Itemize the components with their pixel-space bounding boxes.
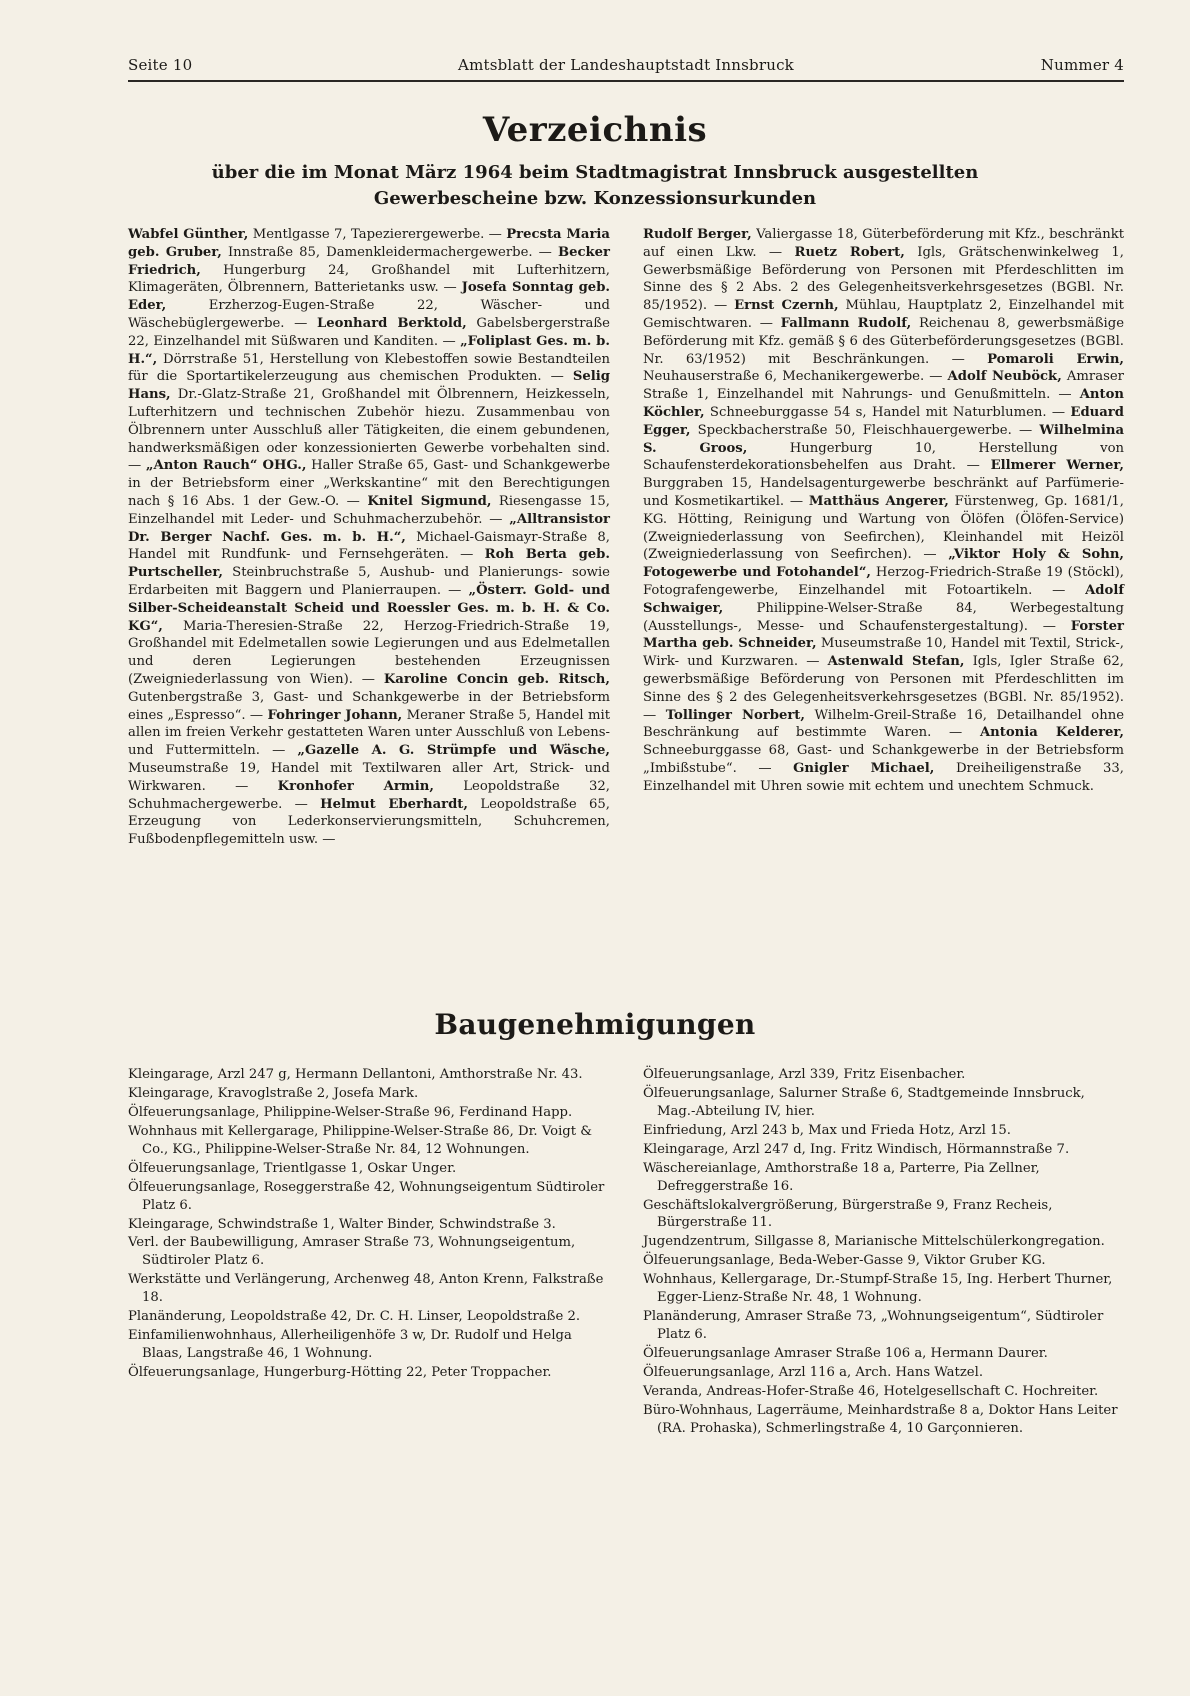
licence-holder-name: Adolf Schwaiger, — [643, 582, 1125, 616]
permit-item: Wohnhaus, Kellergarage, Dr.-Stumpf-Straße 15, Ing. Herbert Thurner, Egger-Lienz-Straße Nr. 48, 1 Wohnung. — [643, 1272, 1113, 1306]
licence-details: Gutenbergstraße 3, Gast- und Schankgewerbe in der Betriebsform eines „Espresso“. — — [128, 689, 610, 723]
licence-holder-name: Wabfel Günther, — [128, 227, 249, 242]
licence-details: Haller Straße 65, Gast- und Schankgewerbe in der Betriebsform einer „Werkskantine“ mit den Berechtigungen nach § 16 Abs. 1 der Gew.-O. — — [128, 458, 610, 509]
licence-column-left — [128, 226, 610, 849]
permit-item: Wohnhaus mit Kellergarage, Philippine-Welser-Straße 86, Dr. Voigt & Co., KG., Philippine-Welser-Straße Nr. 84, 12 Wohnungen. — [128, 1123, 592, 1157]
licence-details: Mühlau, Hauptplatz 2, Einzelhandel mit Gemischtwaren. — — [643, 298, 1124, 331]
header-rule — [128, 80, 1124, 82]
licence-holder-name: Ernst Czernh, — [734, 298, 839, 314]
licence-details: Mentlgasse 7, Tapezierergewerbe. — — [252, 227, 502, 242]
licence-details: Museumstraße 10, Handel mit Textil, Strick-, Wirk- und Kurzwaren. — — [643, 636, 1124, 670]
licence-holder-name: Antonia Kelderer, — [979, 725, 1124, 741]
licence-details: Wilhelm-Greil-Straße 16, Detailhandel ohne Beschränkung auf bestimmte Waren. — — [643, 707, 1125, 741]
licence-details: Igls, Grätschenwinkelweg 1, Gewerbsmäßige Beförderung von Personen mit Pferdeschlitten im Sinne des § 2 Abs. 2 des Gelegenheitsverkehrsgesetzes (BGBl. Nr. 85/1952). — — [643, 244, 1124, 314]
permit-item: Ölfeuerungsanlage Amraser Straße 106 a, Hermann Daurer. — [643, 1345, 1048, 1361]
permit-item: Einfamilienwohnhaus, Allerheiligenhöfe 3 w, Dr. Rudolf und Helga Blaas, Langstraße 46, 1 Wohnung. — [128, 1328, 572, 1361]
licence-details: Dr.-Glatz-Straße 21, Großhandel mit Ölbrennern, Heizkesseln, Lufterhitzern und technischen Zubehör hiezu. Zusammenbau von Ölbrennern unter Ausschluß aller Tätigkeiten, die einem gebundenen, handwerksmäßigen oder konzessionierten Gewerbe vorbehalten sind. — — [128, 387, 610, 474]
permit-item: Büro-Wohnhaus, Lagerräume, Meinhardstraße 8 a, Doktor Hans Leiter (RA. Prohaska), Schmerlingstraße 4, 10 Garçonnieren. — [643, 1402, 1118, 1436]
licence-holder-name: „Foliplast Ges. m. b. H.“, — [128, 333, 610, 367]
permits-list-left — [128, 1066, 610, 1383]
permit-item: Kleingarage, Schwindstraße 1, Walter Binder, Schwindstraße 3. — [128, 1216, 556, 1232]
licence-details: Michael-Gaismayr-Straße 8, Handel mit Rundfunk- und Fernsehgeräten. — — [128, 529, 610, 563]
licence-holder-name: Precsta Maria geb. Gruber, — [128, 227, 610, 260]
licence-details: Philippine-Welser-Straße 84, Werbegestaltung (Ausstellungs-, Messe- und Schaufenstergestaltung). — — [643, 600, 1124, 634]
licence-details: Herzog-Friedrich-Straße 19 (Stöckl), Fotografengewerbe, Einzelhandel mit Fotoartikeln. — — [643, 565, 1124, 598]
licence-details: Speckbacherstraße 50, Fleischhauergewerbe. — — [697, 422, 1033, 438]
licence-holder-name: Leonhard Berktold, — [317, 315, 467, 331]
licence-entry — [128, 227, 502, 242]
licence-holder-name: Astenwald Stefan, — [827, 654, 965, 670]
publication-title: Amtsblatt der Landeshauptstadt Innsbruck — [458, 56, 794, 74]
running-header — [128, 52, 1124, 78]
licence-details: Reichenau 8, gewerbsmäßige Beförderung mit Kfz. gemäß § 6 des Güterbeförderungsgesetzes (BGBl. Nr. 63/1952) mit Beschränkungen. — — [643, 315, 1124, 367]
licence-holder-name: Wilhelmina S. Groos, — [643, 422, 1125, 456]
licence-details: Dörrstraße 51, Herstellung von Klebestoffen sowie Bestandteilen für die Sportartikelerzeugung aus chemischen Produkten. — — [128, 351, 610, 385]
licence-holder-name: Rudolf Berger, — [643, 227, 752, 242]
licence-details: Leopoldstraße 65, Erzeugung von Lederkonservierungsmitteln, Schuhcremen, Fußbodenpflegemitteln usw. — — [128, 796, 610, 848]
licence-details: Schneeburggasse 54 s, Handel mit Naturblumen. — — [709, 404, 1066, 420]
licence-holder-name: „Österr. Gold- und Silber-Scheideanstalt Scheid und Roessler Ges. m. b. H. & Co. KG“, — [128, 582, 610, 634]
permit-item: Ölfeuerungsanlage, Beda-Weber-Gasse 9, Viktor Gruber KG. — [643, 1253, 1046, 1269]
permit-item: Werkstätte und Verlängerung, Archenweg 48, Anton Krenn, Falkstraße 18. — [128, 1272, 604, 1306]
permit-item: Ölfeuerungsanlage, Trientlgasse 1, Oskar Unger. — [128, 1160, 457, 1176]
licence-holder-name: Fallmann Rudolf, — [780, 315, 912, 331]
licence-holder-name: Gnigler Michael, — [793, 760, 935, 776]
licence-details: Burggraben 15, Handelsagenturgewerbe beschränkt auf Parfümerie- und Kosmetikartikel. — — [643, 476, 1124, 509]
licence-details: Leopoldstraße 32, Schuhmachergewerbe. — — [128, 778, 610, 812]
licence-holder-name: Fohringer Johann, — [267, 707, 403, 723]
licence-holder-name: Helmut Eberhardt, — [320, 796, 468, 812]
issue-number: Nummer 4 — [1040, 56, 1124, 74]
licence-holder-name: Adolf Neuböck, — [947, 369, 1062, 385]
licence-holder-name: Forster Martha geb. Schneider, — [643, 618, 1124, 652]
licence-details: Innstraße 85, Damenkleidermachergewerbe. — — [227, 244, 552, 260]
licence-holder-name: „Alltransistor Dr. Berger Nachf. Ges. m. b. H.“, — [128, 511, 610, 545]
licence-details: Igls, Igler Straße 62, gewerbsmäßige Beförderung von Personen mit Pferdeschlitten im Sinne des § 2 des Gelegenheitsverkehrsgesetzes (BGBl. Nr. 85/1952). — — [643, 654, 1124, 723]
licence-details: Valiergasse 18, Güterbeförderung mit Kfz., beschränkt auf einen Lkw. — — [643, 227, 1124, 260]
permit-item: Kleingarage, Kravoglstraße 2, Josefa Mark. — [128, 1085, 419, 1101]
licence-holder-name: Ruetz Robert, — [794, 244, 905, 260]
licence-details: Gabelsbergerstraße 22, Einzelhandel mit Süßwaren und Kanditen. — — [128, 315, 610, 349]
page-number: Seite 10 — [128, 56, 193, 74]
permit-item: Ölfeuerungsanlage, Arzl 339, Fritz Eisenbacher. — [643, 1067, 966, 1082]
licence-holder-name: Matthäus Angerer, — [808, 493, 949, 509]
page-title: Verzeichnis — [482, 110, 708, 150]
licence-holder-name: Karoline Concin geb. Ritsch, — [383, 671, 610, 687]
licence-details: Hungerburg 24, Großhandel mit Lufterhitzern, Klimageräten, Ölbrennern, Batterietanks usw. — — [128, 262, 610, 296]
licence-details: Hungerburg 10, Herstellung von Schaufensterdekorationsbehelfen aus Draht. — — [643, 440, 1124, 474]
permit-item: Ölfeuerungsanlage, Roseggerstraße 42, Wohnungseigentum Südtiroler Platz 6. — [128, 1179, 605, 1213]
permit-item: Ölfeuerungsanlage, Philippine-Welser-Straße 96, Ferdinand Happ. — [128, 1104, 573, 1120]
permit-item: Veranda, Andreas-Hofer-Straße 46, Hotelgesellschaft C. Hochreiter. — [643, 1383, 1099, 1399]
licence-details: Maria-Theresien-Straße 22, Herzog-Friedrich-Straße 19, Großhandel mit Edelmetallen sowie Legierungen und aus Edelmetallen und deren Legierungen bestehenden Erzeugnissen (Zweigniederlassung von Wien). — — [128, 618, 611, 687]
licence-holder-name: „Viktor Holy & Sohn, Fotogewerbe und Fotohandel“, — [643, 547, 1124, 581]
licence-details: Amraser Straße 1, Einzelhandel mit Nahrungs- und Genußmitteln. — — [643, 369, 1124, 403]
permit-item: Kleingarage, Arzl 247 g, Hermann Dellantoni, Amthorstraße Nr. 43. — [128, 1067, 583, 1082]
licence-details: Dreiheiligenstraße 33, Einzelhandel mit Uhren sowie mit echtem und unechtem Schmuck. — [643, 760, 1124, 794]
licence-holder-name: Josefa Sonntag geb. Eder, — [128, 280, 610, 314]
licence-holder-name: Pomaroli Erwin, — [987, 351, 1124, 367]
licence-details: Steinbruchstraße 5, Aushub- und Planierungs- sowie Erdarbeiten mit Baggern und Planierraupen. — — [128, 565, 610, 598]
permit-item: Kleingarage, Arzl 247 d, Ing. Fritz Windisch, Hörmannstraße 7. — [643, 1141, 1070, 1157]
permit-item: Jugendzentrum, Sillgasse 8, Marianische Mittelschülerkongregation. — [643, 1234, 1105, 1250]
licence-holder-name: Anton Köchler, — [643, 387, 1124, 420]
licence-holder-name: Tollinger Norbert, — [665, 707, 805, 723]
permit-item: Planänderung, Amraser Straße 73, „Wohnungseigentum“, Südtiroler Platz 6. — [643, 1309, 1104, 1342]
permit-item: Planänderung, Leopoldstraße 42, Dr. C. H. Linser, Leopoldstraße 2. — [128, 1309, 581, 1325]
licence-details: Schneeburggasse 68, Gast- und Schankgewerbe in der Betriebsform „Imbißstube“. — — [643, 743, 1124, 776]
licence-holder-name: Becker Friedrich, — [128, 244, 610, 278]
licence-details: Fürstenweg, Gp. 1681/1, KG. Hötting, Reinigung und Wartung von Ölöfen (Ölöfen-Service) (Zweigniederlassung von Seefirchen), Kleinhandel mit Heizöl (Zweigniederlassung von Seefirchen). — — [643, 493, 1124, 563]
licence-details: Neuhauserstraße 6, Mechanikergewerbe. — — [643, 369, 943, 385]
licence-holder-name: Kronhofer Armin, — [277, 778, 434, 794]
licence-details: Meraner Straße 5, Handel mit allen im freien Verkehr gestatteten Waren unter Ausschluß von Lebens- und Futtermitteln. — — [128, 707, 610, 759]
permit-item: Ölfeuerungsanlage, Salurner Straße 6, Stadtgemeinde Innsbruck, Mag.-Abteilung IV, hier. — [643, 1085, 1085, 1119]
licence-holder-name: Selig Hans, — [128, 369, 610, 403]
licence-holder-name: Ellmerer Werner, — [990, 458, 1125, 474]
permit-item: Verl. der Baubewilligung, Amraser Straße 73, Wohnungseigentum, Südtiroler Platz 6. — [128, 1235, 576, 1269]
permits-list-right — [643, 1066, 1124, 1439]
section-title-baugenehmigungen: Baugenehmigungen — [434, 1008, 756, 1041]
permit-item: Ölfeuerungsanlage, Hungerburg-Hötting 22, Peter Troppacher. — [128, 1364, 552, 1380]
licence-holder-name: Eduard Egger, — [643, 404, 1124, 438]
permit-item: Geschäftslokalvergrößerung, Bürgerstraße 9, Franz Recheis, Bürgerstraße 11. — [643, 1197, 1053, 1231]
licence-holder-name: „Anton Rauch“ OHG., — [145, 458, 307, 474]
licence-holder-name: Knitel Sigmund, — [367, 493, 492, 509]
permit-item: Wäschereianlage, Amthorstraße 18 a, Parterre, Pia Zellner, Defreggerstraße 16. — [643, 1160, 1040, 1194]
licence-holder-name: „Gazelle A. G. Strümpfe und Wäsche, — [297, 743, 610, 759]
licence-details: Riesengasse 15, Einzelhandel mit Leder- und Schuhmacherzubehör. — — [128, 493, 610, 527]
licence-details: Erzherzog-Eugen-Straße 22, Wäscher- und Wäschebüglergewerbe. — — [128, 298, 610, 331]
licence-column-right — [643, 226, 1124, 796]
page-subtitle: über die im Monat März 1964 beim Stadtmagistrat Innsbruck ausgestellten Gewerbescheine bzw. Konzessionsurkunden — [211, 162, 979, 209]
licence-holder-name: Roh Berta geb. Purtscheller, — [128, 547, 610, 581]
permit-item: Ölfeuerungsanlage, Arzl 116 a, Arch. Hans Watzel. — [643, 1364, 984, 1380]
licence-details: Museumstraße 19, Handel mit Textilwaren aller Art, Strick- und Wirkwaren. — — [128, 760, 610, 794]
permit-item: Einfriedung, Arzl 243 b, Max und Frieda Hotz, Arzl 15. — [643, 1122, 1011, 1138]
